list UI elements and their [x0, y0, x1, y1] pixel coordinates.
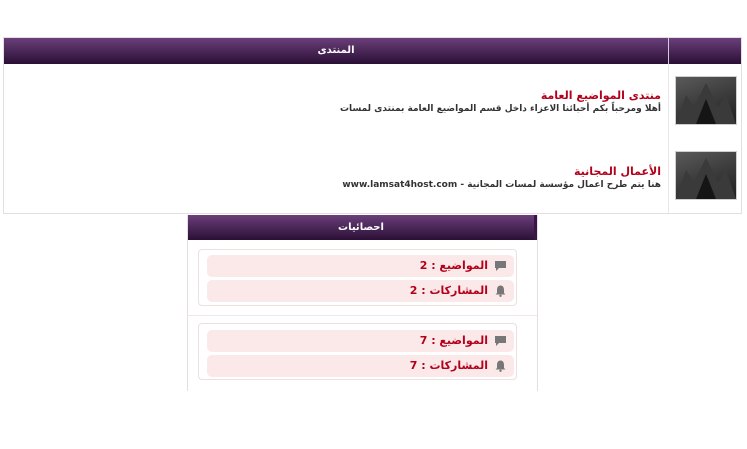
forum-title-link[interactable]: منتدى المواضيع العامة [540, 89, 661, 102]
stats-divider [188, 315, 537, 316]
forum-header-title: المنتدى [317, 45, 355, 56]
forum-thumbnail-cell [668, 139, 741, 213]
bell-icon [494, 360, 507, 372]
stat-topics-label: المواضيع : 2 [419, 259, 488, 272]
forum-title-link[interactable]: الأعمال المجانية [574, 165, 661, 178]
stat-topics-label: المواضيع : 7 [419, 334, 488, 347]
header-divider [668, 38, 669, 64]
forum-thumbnail-icon[interactable] [675, 151, 737, 200]
forum-row [4, 64, 741, 140]
forum-table-header [4, 38, 741, 65]
forum-thumbnail-cell [668, 64, 741, 139]
stats-box [187, 215, 538, 391]
stat-posts-label: المشاركات : 2 [409, 284, 488, 297]
bell-icon [494, 285, 507, 297]
forum-table [3, 37, 742, 214]
stats-header [188, 215, 537, 240]
forum-row [4, 139, 741, 213]
stats-header-title: احصائيات [338, 222, 384, 233]
forum-description: هنا يتم طرح اعمال مؤسسة لمسات المجانية - www.lamsat4host.com [342, 180, 661, 190]
comment-icon [494, 260, 507, 272]
forum-description: أهلا ومرحباً بكم أحبائنا الاعزاء داخل قسم المواضيع العامة بمنتدى لمسات [340, 104, 661, 114]
stat-posts [207, 280, 514, 302]
stat-topics [207, 330, 514, 352]
stat-topics [207, 255, 514, 277]
stat-posts-label: المشاركات : 7 [409, 359, 488, 372]
forum-thumbnail-icon[interactable] [675, 76, 737, 125]
stat-posts [207, 355, 514, 377]
comment-icon [494, 335, 507, 347]
